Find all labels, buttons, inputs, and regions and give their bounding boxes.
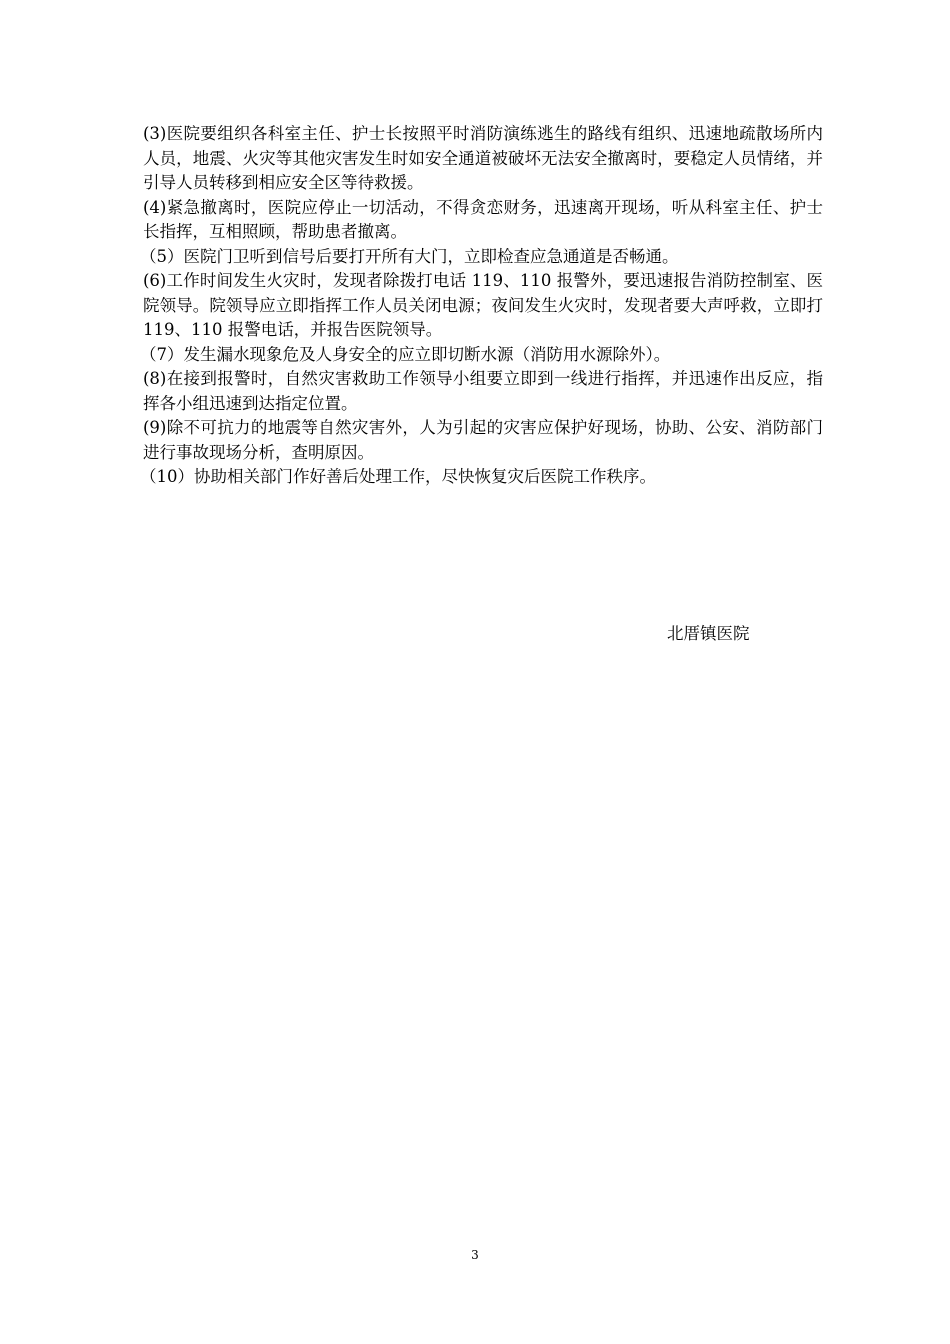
signature-organization: 北厝镇医院: [667, 624, 750, 643]
paragraph-item-5: （5）医院门卫听到信号后要打开所有大门，立即检查应急通道是否畅通。: [140, 246, 679, 266]
page-number: 3: [471, 1248, 479, 1262]
paragraph-item-3: (3)医院要组织各科室主任、护士长按照平时消防演练逃生的路线有组织、迅速地疏散场所内人员，地震、火灾等其他灾害发生时如安全通道被破坏无法安全撤离时，要稳定人员情绪，并引导人员转移到相应安全区等待救援。: [143, 124, 823, 192]
paragraph-item-6: (6)工作时间发生火灾时，发现者除拨打电话 119、110 报警外，要迅速报告消防控制室、医院领导。院领导应立即指挥工作人员关闭电源；夜间发生火灾时，发现者要大声呼救，立即打 119、110 报警电话，并报告医院领导。: [143, 271, 823, 339]
paragraph-item-4: (4)紧急撤离时，医院应停止一切活动，不得贪恋财务，迅速离开现场，听从科室主任、护士长指挥，互相照顾，帮助患者撤离。: [143, 197, 823, 241]
paragraph-item-8: (8)在接到报警时，自然灾害救助工作领导小组要立即到一线进行指挥，并迅速作出反应，指挥各小组迅速到达指定位置。: [143, 369, 823, 413]
document-body: [140, 122, 823, 490]
paragraph-item-10: （10）协助相关部门作好善后处理工作，尽快恢复灾后医院工作秩序。: [140, 467, 656, 486]
paragraph-item-9: (9)除不可抗力的地震等自然灾害外，人为引起的灾害应保护好现场，协助、公安、消防部门进行事故现场分析，查明原因。: [143, 418, 823, 462]
paragraph-item-7: （7）发生漏水现象危及人身安全的应立即切断水源（消防用水源除外）。: [140, 344, 671, 364]
